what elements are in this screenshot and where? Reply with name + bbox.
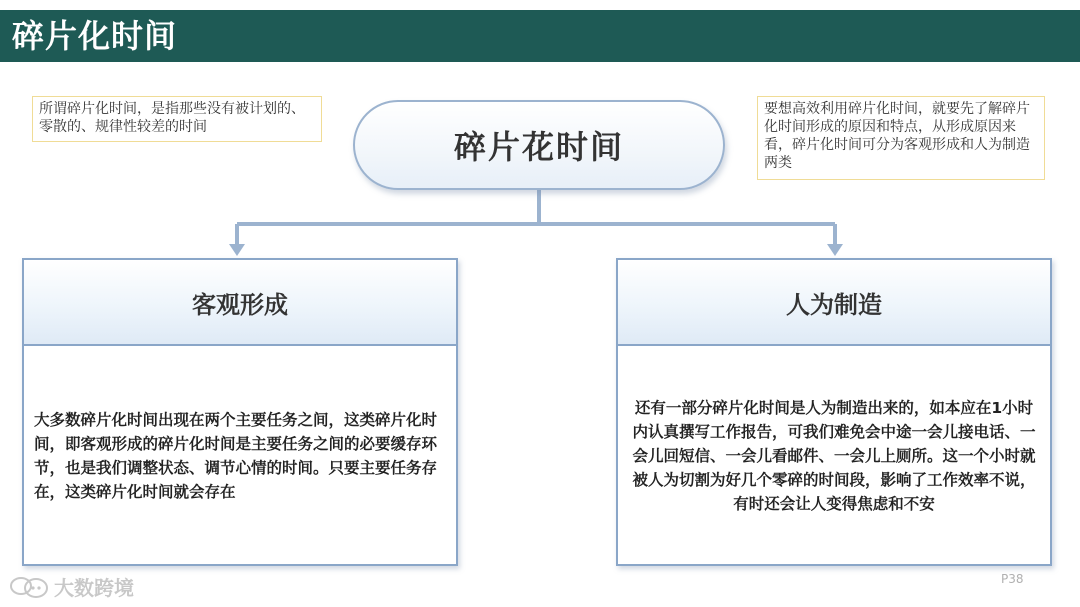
arrow-down-left-icon [229,244,245,256]
page-title: 碎片化时间 [12,17,178,55]
artificial-creation-card [616,258,1052,566]
watermark-text: 大数跨境 [54,576,134,600]
objective-formation-title: 客观形成 [24,260,456,346]
artificial-creation-title: 人为制造 [618,260,1050,346]
objective-formation-body [24,346,456,566]
central-topic-node: 碎片花时间 [353,100,725,190]
page-number: P38 [1001,572,1024,586]
artificial-creation-body [618,346,1050,566]
objective-formation-text: 大多数碎片化时间出现在两个主要任务之间，这类碎片化时间，即客观形成的碎片化时间是主要任务之间的必要缓存环节，也是我们调整状态、调节心情的时间。只要主要任务存在，这类碎片化时间就会存在 [34,411,438,501]
cause-note: 要想高效利用碎片化时间，就要先了解碎片化时间形成的原因和特点，从形成原因来看，碎片化时间可分为客观形成和人为制造两类 [757,96,1045,180]
watermark [8,572,134,601]
artificial-creation-text: 还有一部分碎片化时间是人为制造出来的，如本应在1小时内认真撰写工作报告，可我们难免会中途一会儿接电话、一会儿回短信、一会儿看邮件、一会儿上厕所。这一个小时就被人为切割为好几个零碎的时间段，影响了工作效率不说，有时还会让人变得焦虑和不安 [632,399,1036,513]
chat-bubble-logo-icon [8,574,50,600]
objective-formation-card [22,258,458,566]
arrow-down-right-icon [827,244,843,256]
definition-note: 所谓碎片化时间，是指那些没有被计划的、零散的、规律性较差的时间 [32,96,322,142]
